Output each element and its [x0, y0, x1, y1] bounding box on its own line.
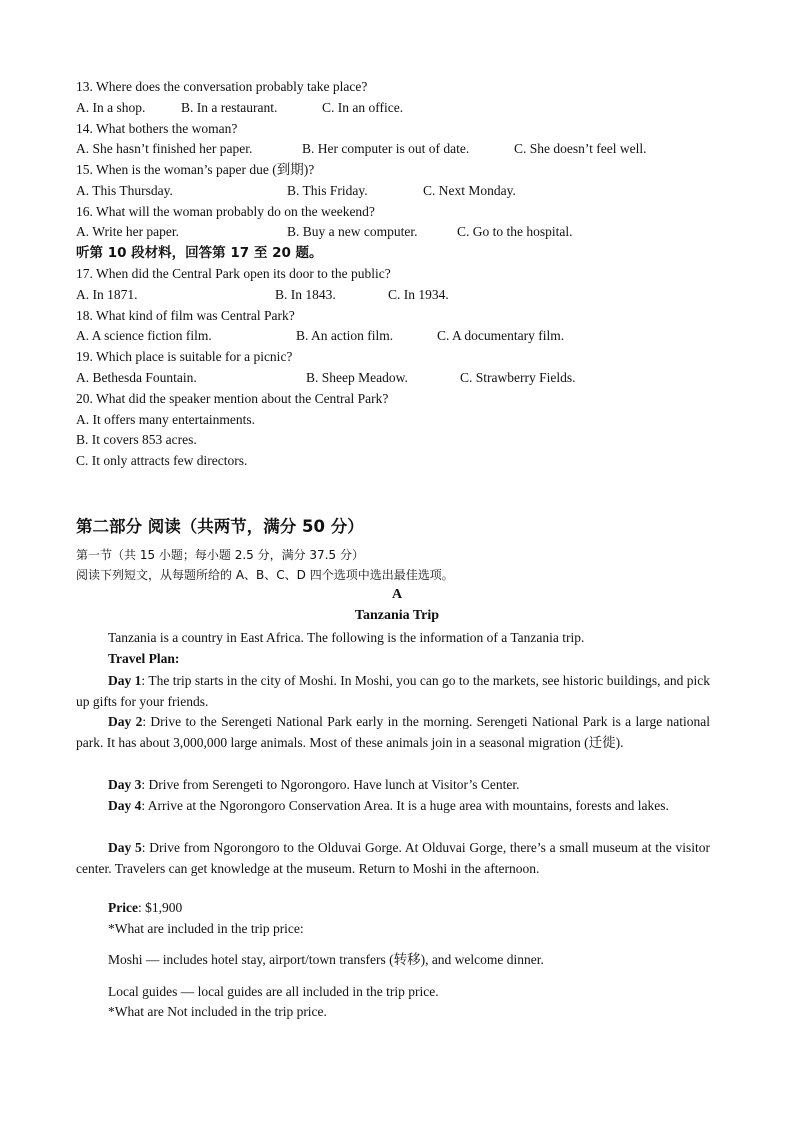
not-included-label: *What are Not included in the trip price.: [108, 1004, 327, 1019]
day-2-label: Day 2: [108, 714, 143, 729]
day-3-label: Day 3: [108, 777, 142, 792]
section-header: 第一节（共 15 小题；每小题 2.5 分，满分 37.5 分）: [76, 548, 364, 562]
question-14: 14. What bothers the woman?: [76, 121, 238, 136]
day-4-paragraph: [76, 795, 710, 816]
price-label: Price: [108, 900, 138, 915]
q15-option-a: A. This Thursday.: [76, 183, 173, 198]
q19-option-b: B. Sheep Meadow.: [306, 370, 408, 385]
passage-letter: A: [391, 587, 403, 602]
price-line: [108, 899, 182, 917]
q14-option-a: A. She hasn’t finished her paper.: [76, 141, 253, 156]
q17-option-a: A. In 1871.: [76, 287, 138, 302]
q20-option-c: C. It only attracts few directors.: [76, 453, 248, 468]
question-17: 17. When did the Central Park open its door to the public?: [76, 266, 391, 281]
q18-option-a: A. A science fiction film.: [76, 328, 212, 343]
passage-intro: Tanzania is a country in East Africa. The following is the information of a Tanzania trip.: [108, 630, 585, 645]
day-1-label: Day 1: [108, 673, 142, 688]
day-3-paragraph: [76, 774, 710, 795]
day-1-text: : The trip starts in the city of Moshi. In Moshi, you can go to the markets, see historic buildings, and pick up gifts for your friends.: [76, 673, 711, 709]
question-20: 20. What did the speaker mention about the Central Park?: [76, 391, 389, 406]
q16-option-c: C. Go to the hospital.: [457, 224, 573, 239]
q18-option-b: B. An action film.: [296, 328, 394, 343]
part-title: 第二部分 阅读（共两节，满分 50 分）: [76, 517, 364, 536]
q16-option-a: A. Write her paper.: [76, 224, 180, 239]
q17-option-b: B. In 1843.: [275, 287, 336, 302]
guides-line: Local guides — local guides are all included in the trip price.: [108, 984, 439, 999]
q14-option-c: C. She doesn’t feel well.: [514, 141, 647, 156]
question-18: 18. What kind of film was Central Park?: [76, 308, 295, 323]
question-13: 13. Where does the conversation probably take place?: [76, 79, 368, 94]
q14-option-b: B. Her computer is out of date.: [302, 141, 470, 156]
day-5-paragraph: [76, 837, 710, 879]
day-4-label: Day 4: [108, 798, 142, 813]
day-1-paragraph: [76, 670, 710, 712]
q13-option-c: C. In an office.: [322, 100, 404, 115]
q15-option-c: C. Next Monday.: [423, 183, 516, 198]
moshi-line: Moshi — includes hotel stay, airport/town transfers (转移), and welcome dinner.: [108, 952, 544, 967]
day-4-text: : Arrive at the Ngorongoro Conservation Area. It is a huge area with mountains, forests and lakes.: [141, 798, 669, 813]
travel-plan-label: Travel Plan:: [108, 651, 180, 666]
q17-option-c: C. In 1934.: [388, 287, 449, 302]
q20-option-b: B. It covers 853 acres.: [76, 432, 197, 447]
day-3-text: : Drive from Serengeti to Ngorongoro. Have lunch at Visitor’s Center.: [141, 777, 520, 792]
question-16: 16. What will the woman probably do on the weekend?: [76, 204, 375, 219]
q13-option-b: B. In a restaurant.: [181, 100, 278, 115]
day-5-label: Day 5: [108, 840, 142, 855]
passage-title: Tanzania Trip: [354, 608, 440, 623]
price-value: : $1,900: [137, 900, 183, 915]
day-2-paragraph: [76, 711, 710, 753]
day-5-text: : Drive from Ngorongoro to the Olduvai Gorge. At Olduvai Gorge, there’s a small museum at the visitor center. Travelers can get knowledge at the museum. Return to Moshi in the afternoon.: [76, 840, 710, 876]
q16-option-b: B. Buy a new computer.: [287, 224, 418, 239]
reading-instruction: 阅读下列短文，从每题所给的 A、B、C、D 四个选项中选出最佳选项。: [76, 568, 454, 582]
q19-option-a: A. Bethesda Fountain.: [76, 370, 197, 385]
q13-option-a: A. In a shop.: [76, 100, 146, 115]
question-15: 15. When is the woman’s paper due (到期)?: [76, 162, 315, 177]
q15-option-b: B. This Friday.: [287, 183, 368, 198]
q18-option-c: C. A documentary film.: [437, 328, 565, 343]
q19-option-c: C. Strawberry Fields.: [460, 370, 576, 385]
included-label: *What are included in the trip price:: [108, 921, 304, 936]
listening-group-header: 听第 10 段材料，回答第 17 至 20 题。: [76, 245, 323, 261]
day-2-text: : Drive to the Serengeti National Park early in the morning. Serengeti National Park is a large national park. It has about 3,000,000 large animals. Most of these animals join in a seasonal migration (迁徙).: [76, 714, 710, 750]
question-19: 19. Which place is suitable for a picnic?: [76, 349, 293, 364]
q20-option-a: A. It offers many entertainments.: [76, 412, 255, 427]
